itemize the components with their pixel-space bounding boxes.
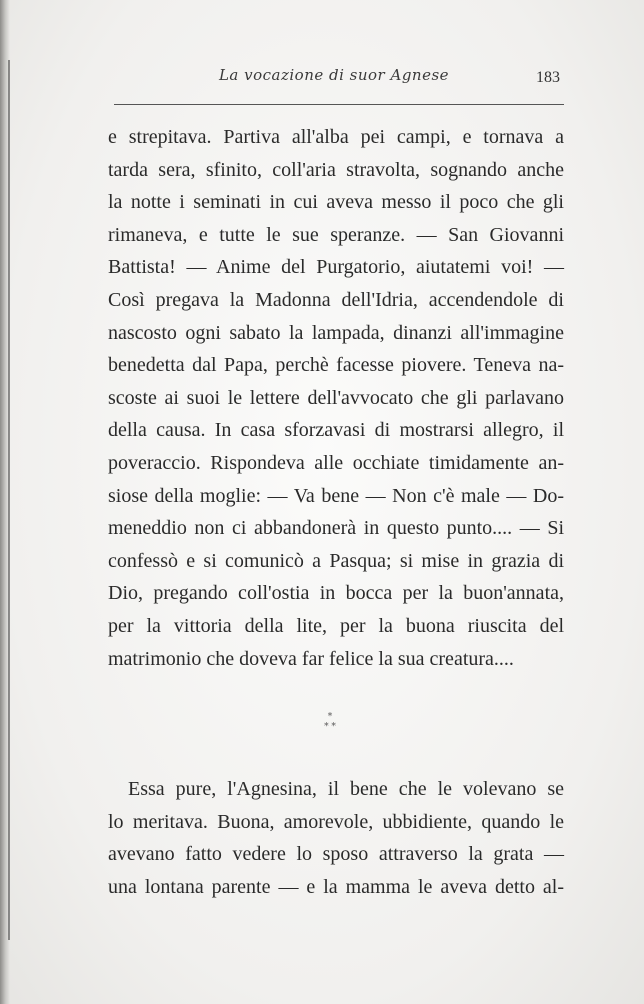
section-break-asterism — [300, 712, 360, 732]
text-line: tarda sera, sfinito, coll'aria stravolta, sognando anche — [108, 158, 564, 181]
text-line: per la vittoria della lite, per la buona riuscita del — [108, 614, 564, 637]
paragraph-one — [108, 121, 564, 675]
text-line: nascosto ogni sabato la lampada, dinanzi all'immagine — [108, 321, 564, 344]
text-line: rimaneva, e tutte le sue speranze. — San Giovanni — [108, 223, 564, 246]
text-line: Battista! — Anime del Purgatorio, aiutatemi voi! — — [108, 256, 564, 279]
binding-edge-line — [8, 60, 10, 940]
text-line: meneddio non ci abbandonerà in questo punto.... — Si — [108, 517, 564, 540]
page-number: 183 — [536, 69, 560, 86]
header-rule — [114, 104, 564, 105]
text-line: scoste ai suoi le lettere dell'avvocato che gli parlavano — [108, 386, 564, 409]
text-line: Dio, pregando coll'ostia in bocca per la buon'annata, — [108, 582, 564, 605]
text-line: siose della moglie: — Va bene — Non c'è male — Do- — [108, 484, 564, 507]
text-line: e strepitava. Partiva all'alba pei campi, e tornava a — [108, 126, 564, 148]
text-line: una lontana parente — e la mamma le aveva detto al- — [108, 875, 564, 898]
asterism-top: * — [327, 712, 333, 722]
text-line: la notte i seminati in cui aveva messo il poco che gli — [108, 191, 564, 214]
text-line: matrimonio che doveva far felice la sua creatura.... — [108, 647, 514, 670]
text-line: avevano fatto vedere lo sposo attraverso la grata — — [108, 843, 564, 866]
text-line: poveraccio. Rispondeva alle occhiate timidamente an- — [108, 451, 564, 474]
paragraph-two — [108, 773, 564, 903]
running-title: La vocazione di suor Agnese — [218, 66, 450, 84]
text-line: Così pregava la Madonna dell'Idria, accendendole di — [108, 288, 564, 311]
asterism-bottom: * * — [324, 722, 336, 732]
text-line: lo meritava. Buona, amorevole, ubbidiente, quando le — [108, 810, 564, 833]
text-line: benedetta dal Papa, perchè facesse piovere. Teneva na- — [108, 354, 564, 377]
text-line: Essa pure, l'Agnesina, il bene che le volevano se — [128, 778, 564, 800]
text-line: della causa. In casa sforzavasi di mostrarsi allegro, il — [108, 419, 564, 442]
text-line: confessò e si comunicò a Pasqua; si mise in grazia di — [108, 549, 564, 572]
